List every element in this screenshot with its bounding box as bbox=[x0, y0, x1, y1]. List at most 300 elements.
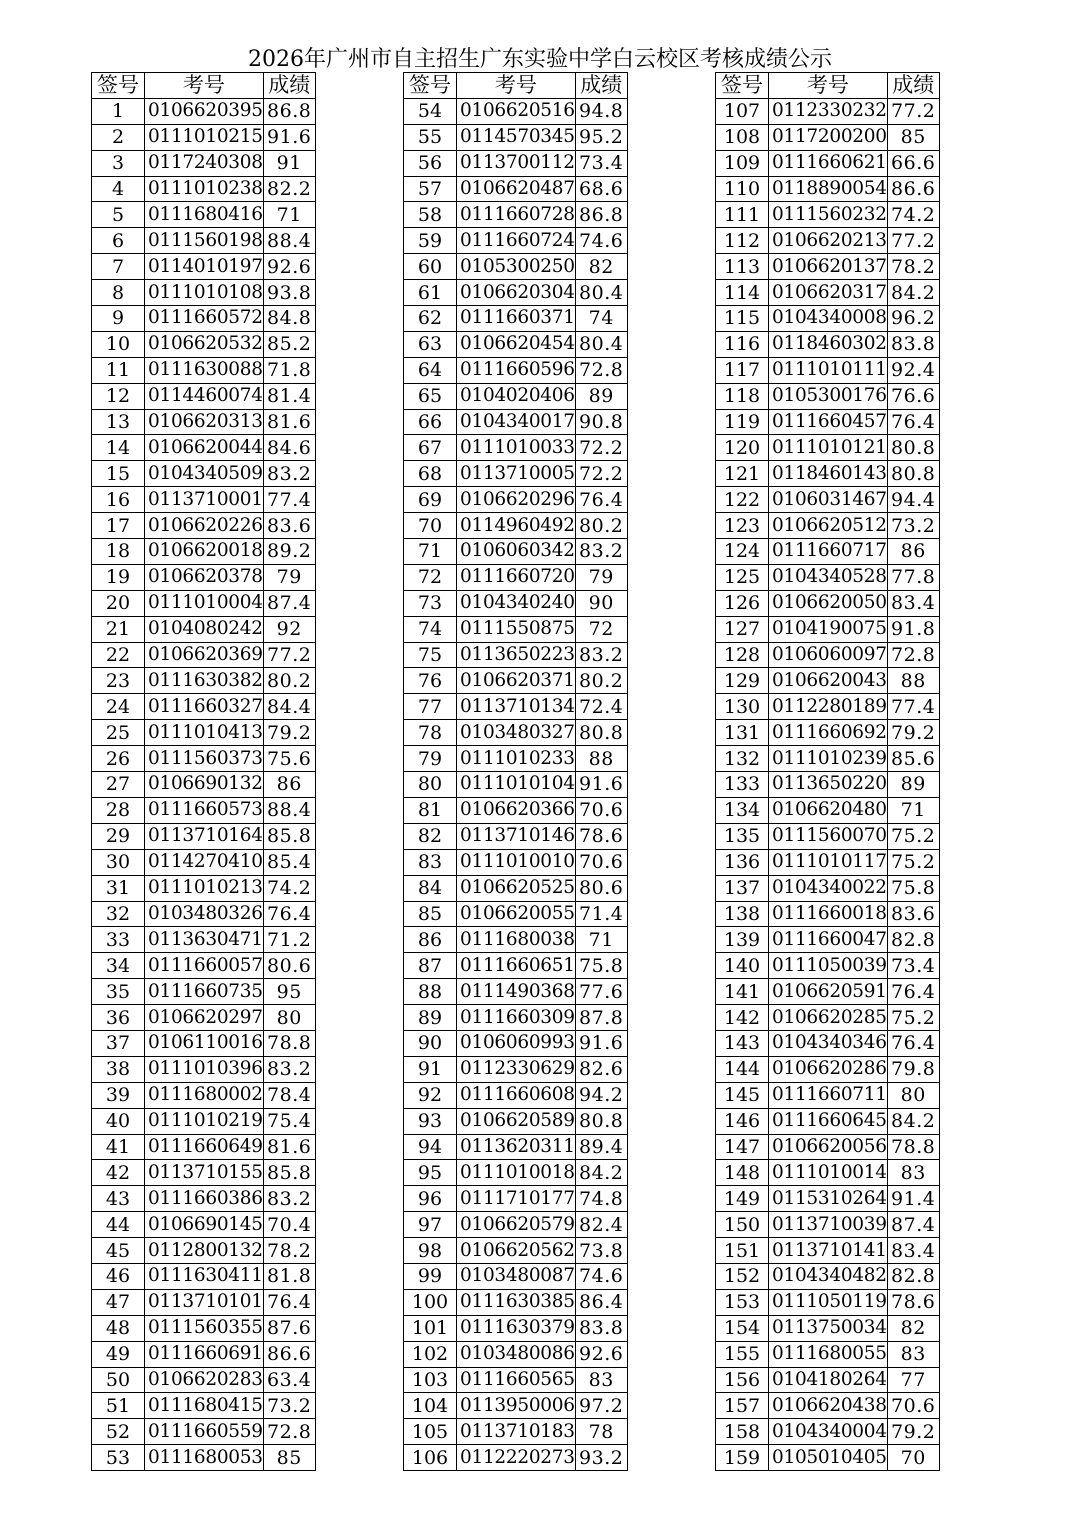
cell-exam-number: 0106110016 bbox=[145, 1030, 264, 1056]
cell-lot-number: 86 bbox=[404, 927, 457, 953]
cell-lot-number: 91 bbox=[404, 1056, 457, 1082]
cell-exam-number: 0113700112 bbox=[457, 150, 576, 176]
cell-exam-number: 0106620589 bbox=[457, 1108, 576, 1134]
cell-score: 79.2 bbox=[887, 720, 939, 746]
cell-exam-number: 0117200200 bbox=[769, 124, 888, 150]
cell-score: 83 bbox=[887, 1160, 939, 1186]
table-row bbox=[92, 1289, 316, 1315]
cell-exam-number: 0106620454 bbox=[457, 331, 576, 357]
cell-score: 83.6 bbox=[887, 901, 939, 927]
cell-score: 72.2 bbox=[575, 435, 627, 461]
cell-lot-number: 12 bbox=[92, 383, 145, 409]
cell-exam-number: 0111010014 bbox=[769, 1160, 888, 1186]
cell-exam-number: 0106620378 bbox=[145, 564, 264, 590]
cell-lot-number: 155 bbox=[716, 1341, 769, 1367]
cell-lot-number: 25 bbox=[92, 720, 145, 746]
cell-score: 82.8 bbox=[887, 927, 939, 953]
cell-score: 80 bbox=[263, 1005, 315, 1031]
table-row bbox=[716, 1108, 940, 1134]
cell-score: 86 bbox=[263, 772, 315, 798]
cell-score: 71.2 bbox=[263, 927, 315, 953]
cell-lot-number: 29 bbox=[92, 823, 145, 849]
cell-score: 91.8 bbox=[887, 616, 939, 642]
cell-lot-number: 38 bbox=[92, 1056, 145, 1082]
cell-exam-number: 0118460143 bbox=[769, 461, 888, 487]
cell-lot-number: 119 bbox=[716, 409, 769, 435]
table-row bbox=[404, 1289, 628, 1315]
cell-score: 80.6 bbox=[263, 953, 315, 979]
cell-exam-number: 0111010215 bbox=[145, 124, 264, 150]
cell-exam-number: 0111010108 bbox=[145, 280, 264, 306]
table-row bbox=[92, 1315, 316, 1341]
cell-lot-number: 73 bbox=[404, 590, 457, 616]
cell-score: 71.4 bbox=[575, 901, 627, 927]
cell-exam-number: 0106620579 bbox=[457, 1212, 576, 1238]
cell-exam-number: 0111560232 bbox=[769, 202, 888, 228]
cell-exam-number: 0111630411 bbox=[145, 1263, 264, 1289]
cell-exam-number: 0106620487 bbox=[457, 176, 576, 202]
table-row bbox=[404, 280, 628, 306]
table-row bbox=[716, 1056, 940, 1082]
cell-score: 78.6 bbox=[575, 823, 627, 849]
cell-exam-number: 0106620304 bbox=[457, 280, 576, 306]
table-row bbox=[92, 694, 316, 720]
cell-score: 70.6 bbox=[575, 797, 627, 823]
cell-lot-number: 70 bbox=[404, 513, 457, 539]
table-row bbox=[92, 849, 316, 875]
table-row bbox=[92, 720, 316, 746]
score-table-2 bbox=[403, 72, 628, 1471]
cell-lot-number: 30 bbox=[92, 849, 145, 875]
cell-exam-number: 0111660608 bbox=[457, 1082, 576, 1108]
cell-score: 87.4 bbox=[263, 590, 315, 616]
cell-exam-number: 0111660728 bbox=[457, 202, 576, 228]
cell-exam-number: 0106620562 bbox=[457, 1238, 576, 1264]
table-row bbox=[716, 1030, 940, 1056]
table-row bbox=[404, 1238, 628, 1264]
table-row bbox=[716, 720, 940, 746]
cell-exam-number: 0111660720 bbox=[457, 564, 576, 590]
table-row bbox=[716, 202, 940, 228]
table-row bbox=[716, 409, 940, 435]
cell-exam-number: 0113710134 bbox=[457, 694, 576, 720]
table-row bbox=[92, 901, 316, 927]
cell-exam-number: 0111560373 bbox=[145, 746, 264, 772]
cell-exam-number: 0106620371 bbox=[457, 668, 576, 694]
cell-exam-number: 0105300250 bbox=[457, 254, 576, 280]
table-row bbox=[716, 953, 940, 979]
cell-score: 75.8 bbox=[887, 875, 939, 901]
cell-lot-number: 35 bbox=[92, 979, 145, 1005]
cell-exam-number: 0111010033 bbox=[457, 435, 576, 461]
table-row bbox=[92, 461, 316, 487]
cell-score: 77.2 bbox=[887, 98, 939, 124]
table-row bbox=[92, 668, 316, 694]
cell-score: 92.4 bbox=[887, 357, 939, 383]
table-row bbox=[404, 98, 628, 124]
cell-exam-number: 0111010396 bbox=[145, 1056, 264, 1082]
cell-score: 89 bbox=[887, 772, 939, 798]
table-row bbox=[404, 202, 628, 228]
cell-lot-number: 75 bbox=[404, 642, 457, 668]
table-row bbox=[716, 1419, 940, 1445]
cell-lot-number: 89 bbox=[404, 1005, 457, 1031]
cell-exam-number: 0111680416 bbox=[145, 202, 264, 228]
cell-exam-number: 0111660327 bbox=[145, 694, 264, 720]
table-row bbox=[92, 642, 316, 668]
cell-lot-number: 43 bbox=[92, 1186, 145, 1212]
table-row bbox=[92, 306, 316, 332]
cell-lot-number: 72 bbox=[404, 564, 457, 590]
cell-score: 88 bbox=[887, 668, 939, 694]
cell-score: 87.8 bbox=[575, 1005, 627, 1031]
cell-lot-number: 124 bbox=[716, 539, 769, 565]
cell-exam-number: 0111010413 bbox=[145, 720, 264, 746]
cell-score: 82.4 bbox=[575, 1212, 627, 1238]
cell-exam-number: 0104340240 bbox=[457, 590, 576, 616]
cell-score: 78.2 bbox=[887, 254, 939, 280]
cell-lot-number: 51 bbox=[92, 1393, 145, 1419]
table-row bbox=[92, 1419, 316, 1445]
cell-score: 76.4 bbox=[263, 1289, 315, 1315]
table-row bbox=[404, 1419, 628, 1445]
table-row bbox=[92, 1186, 316, 1212]
table-row bbox=[716, 513, 940, 539]
cell-lot-number: 2 bbox=[92, 124, 145, 150]
table-row bbox=[404, 513, 628, 539]
table-row bbox=[92, 1056, 316, 1082]
cell-lot-number: 22 bbox=[92, 642, 145, 668]
cell-score: 66.6 bbox=[887, 150, 939, 176]
cell-lot-number: 54 bbox=[404, 98, 457, 124]
cell-score: 74.6 bbox=[575, 228, 627, 254]
cell-score: 76.4 bbox=[575, 487, 627, 513]
cell-score: 71.8 bbox=[263, 357, 315, 383]
cell-exam-number: 0104340482 bbox=[769, 1263, 888, 1289]
table-row bbox=[92, 823, 316, 849]
table-row bbox=[92, 1238, 316, 1264]
table-row bbox=[92, 1367, 316, 1393]
table-row bbox=[92, 280, 316, 306]
cell-lot-number: 42 bbox=[92, 1160, 145, 1186]
table-row bbox=[716, 616, 940, 642]
table-row bbox=[716, 1212, 940, 1238]
cell-exam-number: 0113710141 bbox=[769, 1238, 888, 1264]
cell-score: 83.2 bbox=[263, 1056, 315, 1082]
table-header-row bbox=[716, 73, 940, 99]
cell-score: 80.2 bbox=[263, 668, 315, 694]
cell-exam-number: 0111010239 bbox=[769, 746, 888, 772]
table-row bbox=[716, 1160, 940, 1186]
cell-lot-number: 143 bbox=[716, 1030, 769, 1056]
cell-exam-number: 0113630471 bbox=[145, 927, 264, 953]
table-row bbox=[716, 564, 940, 590]
table-row bbox=[92, 1108, 316, 1134]
cell-exam-number: 0111010010 bbox=[457, 849, 576, 875]
table-row bbox=[404, 642, 628, 668]
table-row bbox=[716, 1445, 940, 1471]
cell-exam-number: 0105300176 bbox=[769, 383, 888, 409]
cell-exam-number: 0115310264 bbox=[769, 1186, 888, 1212]
table-row bbox=[404, 435, 628, 461]
table-row bbox=[404, 461, 628, 487]
cell-score: 71 bbox=[887, 797, 939, 823]
cell-score: 86.6 bbox=[887, 176, 939, 202]
cell-lot-number: 87 bbox=[404, 953, 457, 979]
cell-score: 91.6 bbox=[263, 124, 315, 150]
cell-lot-number: 98 bbox=[404, 1238, 457, 1264]
cell-exam-number: 0106060993 bbox=[457, 1030, 576, 1056]
cell-score: 85.2 bbox=[263, 331, 315, 357]
cell-exam-number: 0111010018 bbox=[457, 1160, 576, 1186]
table-row bbox=[92, 616, 316, 642]
cell-score: 84.2 bbox=[575, 1160, 627, 1186]
header-score: 成绩 bbox=[263, 73, 315, 99]
cell-score: 85.6 bbox=[887, 746, 939, 772]
cell-score: 80.4 bbox=[575, 280, 627, 306]
table-row bbox=[716, 1393, 940, 1419]
cell-lot-number: 149 bbox=[716, 1186, 769, 1212]
cell-score: 63.4 bbox=[263, 1367, 315, 1393]
cell-lot-number: 52 bbox=[92, 1419, 145, 1445]
cell-exam-number: 0103480087 bbox=[457, 1263, 576, 1289]
cell-lot-number: 147 bbox=[716, 1134, 769, 1160]
cell-exam-number: 0111630379 bbox=[457, 1315, 576, 1341]
cell-exam-number: 0106620395 bbox=[145, 98, 264, 124]
table-header-row bbox=[404, 73, 628, 99]
table-row bbox=[92, 953, 316, 979]
cell-lot-number: 134 bbox=[716, 797, 769, 823]
table-row bbox=[716, 539, 940, 565]
cell-exam-number: 0111490368 bbox=[457, 979, 576, 1005]
cell-score: 93.8 bbox=[263, 280, 315, 306]
cell-score: 80.8 bbox=[575, 1108, 627, 1134]
cell-lot-number: 61 bbox=[404, 280, 457, 306]
cell-lot-number: 131 bbox=[716, 720, 769, 746]
cell-score: 77.8 bbox=[887, 564, 939, 590]
table-row bbox=[404, 746, 628, 772]
cell-lot-number: 80 bbox=[404, 772, 457, 798]
table-row bbox=[404, 409, 628, 435]
cell-score: 70.6 bbox=[887, 1393, 939, 1419]
cell-exam-number: 0106620050 bbox=[769, 590, 888, 616]
cell-score: 81.6 bbox=[263, 1134, 315, 1160]
cell-exam-number: 0111680002 bbox=[145, 1082, 264, 1108]
cell-exam-number: 0104190075 bbox=[769, 616, 888, 642]
cell-score: 76.4 bbox=[887, 1030, 939, 1056]
cell-lot-number: 14 bbox=[92, 435, 145, 461]
cell-score: 77 bbox=[887, 1367, 939, 1393]
cell-exam-number: 0104340509 bbox=[145, 461, 264, 487]
cell-score: 87.4 bbox=[887, 1212, 939, 1238]
table-row bbox=[92, 979, 316, 1005]
cell-lot-number: 55 bbox=[404, 124, 457, 150]
cell-score: 95 bbox=[263, 979, 315, 1005]
cell-lot-number: 105 bbox=[404, 1419, 457, 1445]
cell-exam-number: 0111660572 bbox=[145, 306, 264, 332]
cell-exam-number: 0111560355 bbox=[145, 1315, 264, 1341]
cell-exam-number: 0113710146 bbox=[457, 823, 576, 849]
cell-exam-number: 0106620512 bbox=[769, 513, 888, 539]
table-row bbox=[716, 772, 940, 798]
table-row bbox=[92, 150, 316, 176]
cell-exam-number: 0111660645 bbox=[769, 1108, 888, 1134]
table-row bbox=[404, 979, 628, 1005]
cell-score: 79 bbox=[575, 564, 627, 590]
table-row bbox=[404, 797, 628, 823]
cell-score: 72 bbox=[575, 616, 627, 642]
cell-exam-number: 0111010004 bbox=[145, 590, 264, 616]
cell-exam-number: 0111660018 bbox=[769, 901, 888, 927]
cell-score: 75.2 bbox=[887, 1005, 939, 1031]
table-row bbox=[716, 642, 940, 668]
cell-score: 91 bbox=[263, 150, 315, 176]
cell-exam-number: 0106620480 bbox=[769, 797, 888, 823]
table-row bbox=[404, 176, 628, 202]
cell-score: 86.6 bbox=[263, 1341, 315, 1367]
cell-exam-number: 0104340004 bbox=[769, 1419, 888, 1445]
table-row bbox=[92, 772, 316, 798]
cell-lot-number: 48 bbox=[92, 1315, 145, 1341]
cell-score: 95.2 bbox=[575, 124, 627, 150]
cell-lot-number: 66 bbox=[404, 409, 457, 435]
cell-lot-number: 117 bbox=[716, 357, 769, 383]
table-row bbox=[404, 1341, 628, 1367]
cell-exam-number: 0111660691 bbox=[145, 1341, 264, 1367]
cell-score: 78.8 bbox=[263, 1030, 315, 1056]
cell-exam-number: 0118890054 bbox=[769, 176, 888, 202]
cell-score: 84.2 bbox=[887, 1108, 939, 1134]
cell-exam-number: 0114460074 bbox=[145, 383, 264, 409]
cell-exam-number: 0106620532 bbox=[145, 331, 264, 357]
cell-exam-number: 0112220273 bbox=[457, 1445, 576, 1471]
table-row bbox=[716, 331, 940, 357]
cell-score: 80.2 bbox=[575, 513, 627, 539]
cell-exam-number: 0111050039 bbox=[769, 953, 888, 979]
cell-lot-number: 113 bbox=[716, 254, 769, 280]
cell-exam-number: 0117240308 bbox=[145, 150, 264, 176]
cell-score: 96.2 bbox=[887, 306, 939, 332]
cell-exam-number: 0114570345 bbox=[457, 124, 576, 150]
cell-lot-number: 81 bbox=[404, 797, 457, 823]
cell-exam-number: 0114270410 bbox=[145, 849, 264, 875]
cell-exam-number: 0103480327 bbox=[457, 720, 576, 746]
cell-score: 74.2 bbox=[887, 202, 939, 228]
cell-exam-number: 0106060342 bbox=[457, 539, 576, 565]
cell-exam-number: 0111660692 bbox=[769, 720, 888, 746]
cell-score: 70.6 bbox=[575, 849, 627, 875]
cell-score: 86 bbox=[887, 539, 939, 565]
cell-exam-number: 0111710177 bbox=[457, 1186, 576, 1212]
cell-lot-number: 129 bbox=[716, 668, 769, 694]
cell-score: 78.8 bbox=[887, 1134, 939, 1160]
cell-lot-number: 127 bbox=[716, 616, 769, 642]
table-row bbox=[716, 1134, 940, 1160]
cell-exam-number: 0111680038 bbox=[457, 927, 576, 953]
cell-exam-number: 0111680053 bbox=[145, 1445, 264, 1471]
cell-exam-number: 0106620516 bbox=[457, 98, 576, 124]
cell-exam-number: 0104340022 bbox=[769, 875, 888, 901]
table-row bbox=[92, 254, 316, 280]
table-row bbox=[716, 694, 940, 720]
cell-lot-number: 40 bbox=[92, 1108, 145, 1134]
cell-score: 92.6 bbox=[263, 254, 315, 280]
cell-score: 85.8 bbox=[263, 823, 315, 849]
cell-score: 75.4 bbox=[263, 1108, 315, 1134]
cell-exam-number: 0113710001 bbox=[145, 487, 264, 513]
table-row bbox=[92, 797, 316, 823]
cell-score: 76.4 bbox=[263, 901, 315, 927]
cell-exam-number: 0111550875 bbox=[457, 616, 576, 642]
cell-lot-number: 139 bbox=[716, 927, 769, 953]
cell-score: 85.4 bbox=[263, 849, 315, 875]
table-row bbox=[92, 1134, 316, 1160]
cell-score: 75.6 bbox=[263, 746, 315, 772]
table-row bbox=[716, 383, 940, 409]
cell-score: 83.2 bbox=[575, 539, 627, 565]
cell-lot-number: 76 bbox=[404, 668, 457, 694]
cell-lot-number: 49 bbox=[92, 1341, 145, 1367]
cell-lot-number: 145 bbox=[716, 1082, 769, 1108]
cell-score: 81.4 bbox=[263, 383, 315, 409]
cell-score: 89 bbox=[575, 383, 627, 409]
cell-score: 83.2 bbox=[263, 1186, 315, 1212]
cell-lot-number: 33 bbox=[92, 927, 145, 953]
cell-lot-number: 79 bbox=[404, 746, 457, 772]
cell-exam-number: 0106620297 bbox=[145, 1005, 264, 1031]
cell-lot-number: 141 bbox=[716, 979, 769, 1005]
cell-score: 78.4 bbox=[263, 1082, 315, 1108]
cell-exam-number: 0111660711 bbox=[769, 1082, 888, 1108]
cell-lot-number: 39 bbox=[92, 1082, 145, 1108]
cell-exam-number: 0113950006 bbox=[457, 1393, 576, 1419]
cell-lot-number: 59 bbox=[404, 228, 457, 254]
cell-exam-number: 0113710183 bbox=[457, 1419, 576, 1445]
cell-lot-number: 118 bbox=[716, 383, 769, 409]
cell-score: 83.2 bbox=[263, 461, 315, 487]
header-exam-number: 考号 bbox=[457, 73, 576, 99]
cell-exam-number: 0103480326 bbox=[145, 901, 264, 927]
cell-lot-number: 36 bbox=[92, 1005, 145, 1031]
table-row bbox=[92, 202, 316, 228]
cell-lot-number: 100 bbox=[404, 1289, 457, 1315]
header-exam-number: 考号 bbox=[145, 73, 264, 99]
cell-exam-number: 0111660724 bbox=[457, 228, 576, 254]
cell-score: 86.8 bbox=[263, 98, 315, 124]
table-row bbox=[92, 1445, 316, 1471]
cell-score: 80.2 bbox=[575, 668, 627, 694]
cell-score: 82.2 bbox=[263, 176, 315, 202]
cell-score: 76.4 bbox=[887, 979, 939, 1005]
cell-lot-number: 90 bbox=[404, 1030, 457, 1056]
table-row bbox=[92, 357, 316, 383]
cell-score: 85 bbox=[263, 1445, 315, 1471]
cell-lot-number: 88 bbox=[404, 979, 457, 1005]
cell-exam-number: 0106690132 bbox=[145, 772, 264, 798]
table-row bbox=[404, 1393, 628, 1419]
cell-lot-number: 142 bbox=[716, 1005, 769, 1031]
page-title: 2026年广州市自主招生广东实验中学白云校区考核成绩公示 bbox=[248, 47, 832, 72]
cell-exam-number: 0112330629 bbox=[457, 1056, 576, 1082]
cell-exam-number: 0111660651 bbox=[457, 953, 576, 979]
table-row bbox=[716, 1005, 940, 1031]
cell-lot-number: 109 bbox=[716, 150, 769, 176]
table-row bbox=[404, 616, 628, 642]
table-row bbox=[92, 409, 316, 435]
table-row bbox=[92, 98, 316, 124]
cell-score: 73.4 bbox=[887, 953, 939, 979]
cell-score: 91.4 bbox=[887, 1186, 939, 1212]
